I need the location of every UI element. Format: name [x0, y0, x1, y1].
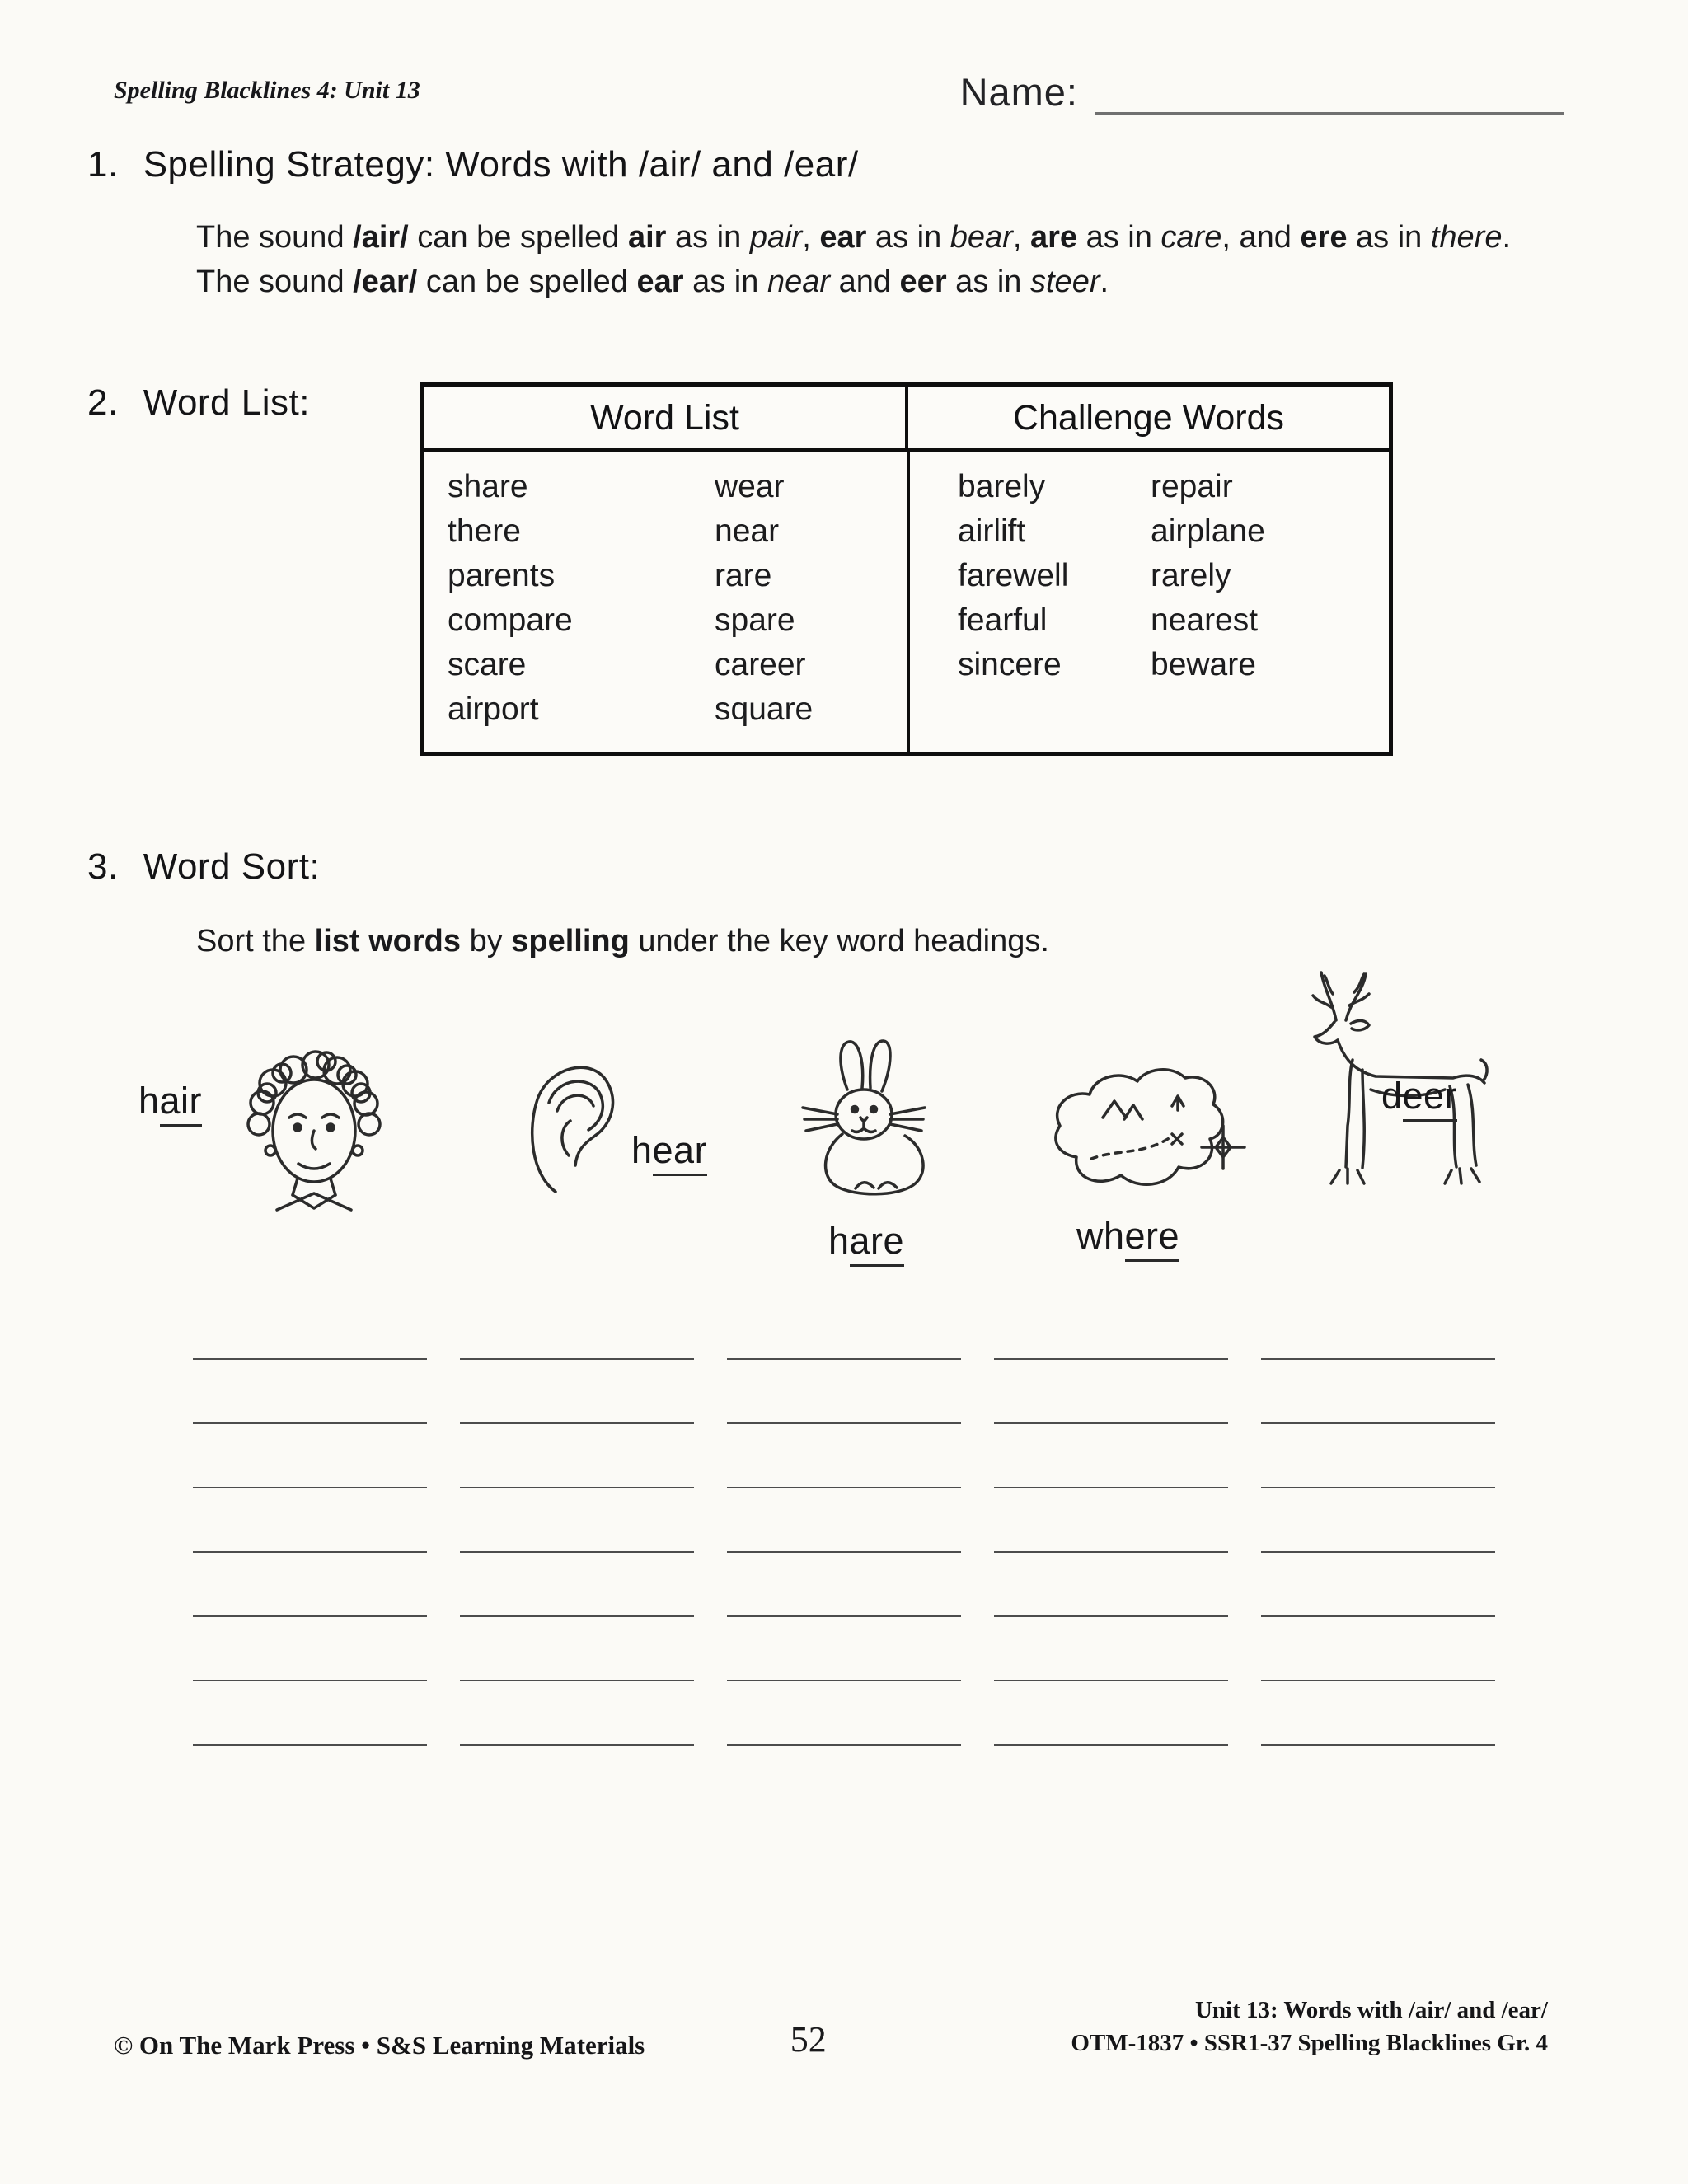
answer-blank[interactable]	[460, 1553, 694, 1617]
word-item: square	[715, 691, 814, 727]
text-segment: as in	[666, 220, 750, 255]
text-segment: ,	[802, 220, 820, 255]
word-item: career	[715, 646, 806, 682]
text-segment: .	[1100, 265, 1109, 300]
section2-title: Word List:	[143, 382, 310, 423]
keyword-hare	[828, 1220, 904, 1263]
human-ear-illustration	[521, 1050, 620, 1207]
word-item: spare	[715, 602, 795, 638]
word-item: parents	[448, 557, 556, 593]
text-segment: /air/	[353, 220, 409, 255]
text-segment: pair	[749, 220, 803, 255]
answer-blank[interactable]	[727, 1424, 961, 1488]
answer-blank[interactable]	[1261, 1296, 1495, 1360]
footer-product-code: OTM-1837 • SSR1-37 Spelling Blacklines Gr. 4	[1071, 2030, 1548, 2057]
keyword-underlined: are	[850, 1220, 905, 1267]
text-segment: as in	[1077, 220, 1161, 255]
text-segment: ere	[1300, 220, 1348, 255]
answer-blank[interactable]	[460, 1617, 694, 1681]
answer-blank[interactable]	[193, 1681, 427, 1746]
word-list-header: Word List	[590, 397, 739, 438]
word-list-column-2	[715, 465, 907, 732]
treasure-map-drawing	[1040, 1055, 1250, 1216]
human-ear-drawing	[521, 1050, 620, 1207]
word-item: wear	[715, 468, 785, 504]
section2-number: 2.	[87, 382, 119, 423]
answer-blank[interactable]	[994, 1424, 1228, 1488]
word-list-cell	[424, 452, 907, 752]
text-segment: as in	[683, 265, 767, 300]
answer-blank[interactable]	[460, 1488, 694, 1553]
text-segment: and	[830, 265, 900, 300]
word-item: nearest	[1151, 602, 1259, 638]
answer-blank[interactable]	[460, 1424, 694, 1488]
keyword-illustrations-row	[0, 959, 1688, 1282]
challenge-words-column-1	[910, 465, 1151, 732]
keyword-prefix: h	[138, 1079, 160, 1122]
word-item: rare	[715, 557, 772, 593]
challenge-words-header: Challenge Words	[905, 387, 1389, 448]
section-word-list	[0, 382, 1688, 756]
answer-blank[interactable]	[727, 1296, 961, 1360]
text-segment: eer	[899, 265, 947, 300]
text-segment: are	[1029, 220, 1078, 255]
section2-heading	[87, 382, 420, 424]
section1-number: 1.	[87, 144, 119, 185]
answer-blank[interactable]	[1261, 1424, 1495, 1488]
answer-blank[interactable]	[193, 1360, 427, 1424]
text-segment: can be spelled	[408, 220, 628, 255]
word-item: scare	[448, 646, 527, 682]
word-item: fearful	[958, 602, 1048, 638]
word-item: airport	[448, 691, 539, 727]
text-segment: can be spelled	[417, 265, 637, 300]
word-list-table	[420, 382, 1393, 756]
text-segment: ear	[819, 220, 867, 255]
footer-unit-info	[1071, 1994, 1548, 2060]
text-segment: spelling	[511, 923, 630, 958]
keyword-hear	[631, 1129, 707, 1172]
answer-blank[interactable]	[193, 1424, 427, 1488]
keyword-prefix: h	[631, 1128, 653, 1171]
section1-title: Spelling Strategy: Words with /air/ and /ear/	[143, 144, 859, 185]
word-item: repair	[1151, 468, 1233, 504]
answer-blank[interactable]	[193, 1617, 427, 1681]
word-item: airplane	[1151, 513, 1265, 549]
curly-haired-face-illustration	[227, 1025, 401, 1216]
keyword-prefix: wh	[1076, 1214, 1125, 1257]
text-segment: /ear/	[353, 265, 418, 300]
word-item: share	[448, 468, 528, 504]
answer-blank[interactable]	[727, 1681, 961, 1746]
answer-blank[interactable]	[994, 1681, 1228, 1746]
answer-blank[interactable]	[193, 1488, 427, 1553]
keyword-underlined: air	[160, 1080, 203, 1127]
word-table-header-row	[424, 387, 1389, 452]
section3-number: 3.	[87, 846, 119, 887]
section-spelling-strategy	[0, 144, 1688, 305]
keyword-prefix: h	[828, 1219, 850, 1262]
word-item: airlift	[958, 513, 1026, 549]
treasure-map-illustration	[1040, 1055, 1250, 1216]
answer-blank[interactable]	[1261, 1553, 1495, 1617]
page-number: 52	[790, 2019, 827, 2060]
text-segment: ear	[636, 265, 684, 300]
word-list-column-1	[424, 465, 715, 732]
strategy-paragraph	[196, 215, 1515, 305]
answer-blank[interactable]	[727, 1360, 961, 1424]
text-segment: steer	[1030, 265, 1100, 300]
word-item: near	[715, 513, 780, 549]
name-field-group	[960, 69, 1564, 115]
section-word-sort	[0, 846, 1688, 1746]
answer-blank[interactable]	[727, 1617, 961, 1681]
text-segment: ,	[1012, 220, 1030, 255]
section3-heading	[0, 846, 1688, 888]
page-header	[0, 0, 1688, 115]
keyword-deer	[1381, 1075, 1457, 1118]
text-segment: , and	[1221, 220, 1301, 255]
workbook-title: Spelling Blacklines 4: Unit 13	[114, 77, 420, 104]
rabbit-drawing	[783, 1035, 952, 1204]
text-segment: as in	[946, 265, 1030, 300]
text-segment: . The sound	[196, 220, 1512, 300]
curly-haired-face-drawing	[227, 1025, 401, 1216]
keyword-underlined: eer	[1403, 1075, 1458, 1122]
section3-title: Word Sort:	[143, 846, 321, 887]
text-segment: Sort the	[196, 923, 315, 958]
text-segment: by	[461, 923, 512, 958]
answer-blank[interactable]	[1261, 1681, 1495, 1746]
answer-blank[interactable]	[994, 1360, 1228, 1424]
name-label: Name:	[959, 70, 1078, 114]
section1-heading	[0, 144, 1688, 185]
answer-grid	[193, 1296, 1688, 1746]
answer-blank[interactable]	[1261, 1360, 1495, 1424]
word-item: rarely	[1151, 557, 1231, 593]
rabbit-illustration	[783, 1035, 952, 1204]
page-footer	[114, 1994, 1548, 2060]
name-input-line[interactable]	[1095, 70, 1564, 115]
keyword-underlined: ear	[653, 1129, 708, 1176]
answer-blank[interactable]	[460, 1360, 694, 1424]
word-table-body	[424, 452, 1389, 752]
answer-blank[interactable]	[193, 1296, 427, 1360]
word-item: farewell	[958, 557, 1069, 593]
keyword-hair	[138, 1080, 202, 1122]
text-segment: as in	[866, 220, 950, 255]
answer-blank[interactable]	[994, 1296, 1228, 1360]
answer-blank[interactable]	[193, 1553, 427, 1617]
challenge-words-cell	[907, 452, 1389, 752]
text-segment: near	[767, 265, 831, 300]
keyword-where	[1076, 1215, 1179, 1258]
answer-blank[interactable]	[460, 1681, 694, 1746]
text-segment: list words	[314, 923, 462, 958]
keyword-underlined: ere	[1125, 1215, 1180, 1262]
word-item: there	[448, 513, 521, 549]
answer-blank[interactable]	[994, 1617, 1228, 1681]
text-segment: care	[1160, 220, 1222, 255]
keyword-prefix: d	[1381, 1074, 1403, 1117]
word-item: barely	[958, 468, 1046, 504]
answer-blank[interactable]	[727, 1553, 961, 1617]
text-segment: air	[627, 220, 667, 255]
answer-blank[interactable]	[460, 1296, 694, 1360]
text-segment: The sound	[196, 220, 354, 255]
footer-unit-title: Unit 13: Words with /air/ and /ear/	[1194, 1996, 1548, 2023]
word-item: compare	[448, 602, 573, 638]
text-segment: bear	[950, 220, 1013, 255]
word-item: beware	[1151, 646, 1256, 682]
publisher-credit: © On The Mark Press • S&S Learning Materials	[114, 2031, 645, 2060]
word-item: sincere	[958, 646, 1062, 682]
answer-blank[interactable]	[1261, 1488, 1495, 1553]
text-segment: under the key word headings.	[629, 923, 1049, 958]
text-segment: there	[1430, 220, 1503, 255]
answer-blank[interactable]	[1261, 1617, 1495, 1681]
text-segment: as in	[1347, 220, 1431, 255]
answer-blank[interactable]	[994, 1488, 1228, 1553]
answer-blank[interactable]	[727, 1488, 961, 1553]
answer-blank[interactable]	[994, 1553, 1228, 1617]
challenge-words-column-2	[1151, 465, 1389, 732]
